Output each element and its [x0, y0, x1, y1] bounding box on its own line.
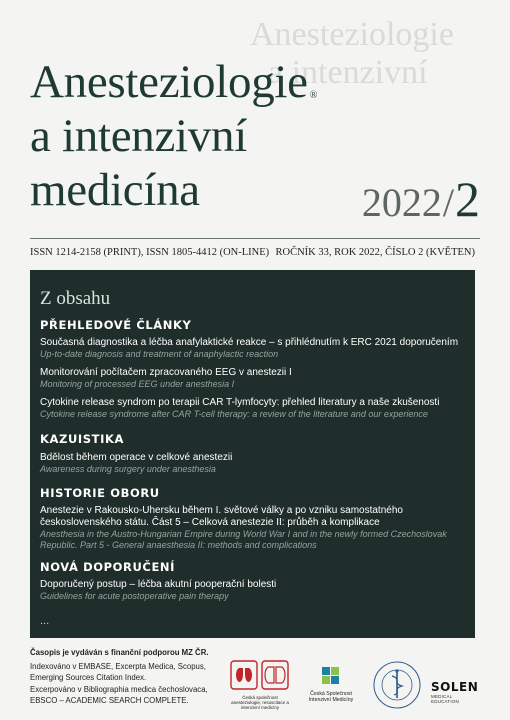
article-title-en: Up-to-date diagnosis and treatment of anaphylactic reaction: [40, 349, 279, 359]
funding-note: Časopis je vydáván s finanční podporou MZ ČR.: [30, 648, 209, 657]
contents-heading: Z obsahu: [40, 288, 111, 309]
volume-info: ROČNÍK 33, ROK 2022, ČÍSLO 2 (KVĚTEN): [275, 247, 475, 258]
csim-logo-line2: Intenzivní Medicíny: [308, 697, 354, 703]
divider-top: [30, 238, 480, 239]
squares-icon: [300, 666, 362, 684]
solen-logo-name: SOLEN: [431, 680, 479, 694]
csarim-logo: [230, 660, 290, 710]
article-item[interactable]: [40, 579, 465, 602]
article-title-en: Monitoring of processed EEG under anesthesia I: [40, 379, 235, 389]
index-line: Indexováno v EMBASE, Excerpta Medica, Scopus,: [30, 661, 206, 671]
issue-number: [362, 170, 480, 228]
solen-logo: [431, 680, 481, 704]
section-title: HISTORIE OBORU: [40, 486, 160, 500]
caduceus-seal-icon: [372, 660, 422, 710]
article-title-en: Awareness during surgery under anesthesia: [40, 464, 216, 474]
article-title-cz: Anestezie v Rakousko-Uhersku během I. světové války a po vzniku samostatného československého státu. Část 5 – Celková anestezie II: průběh a komplikace: [40, 505, 403, 528]
index-line: Emerging Sources Citation Index.: [30, 673, 147, 682]
section-title: PŘEHLEDOVÉ ČLÁNKY: [40, 318, 192, 332]
issn-text: ISSN 1214-2158 (PRINT), ISSN 1805-4412 (ON-LINE): [30, 247, 270, 258]
cls-jep-logo: [372, 660, 422, 710]
article-title-cz: Cytokine release syndrom po terapii CAR T-lymfocyty: přehled literatury a naše zkušenosti: [40, 397, 440, 408]
issue-num: 2: [455, 171, 480, 227]
issue-year: 2022: [361, 180, 442, 225]
title-line-3: medicína: [30, 164, 200, 216]
section-title: NOVÁ DOPORUČENÍ: [40, 560, 176, 574]
solen-logo-sub: MEDICAL EDUCATION: [431, 694, 459, 704]
article-item[interactable]: [40, 367, 465, 390]
article-item[interactable]: [40, 337, 465, 360]
more-ellipsis: ...: [40, 615, 50, 627]
issue-slash: /: [442, 180, 454, 225]
contents-panel: [30, 270, 475, 638]
registered-mark: ®: [309, 90, 318, 101]
title-line-2: a intenzivní: [30, 110, 247, 162]
index-line: Excerpováno v Bibliographia medica čechoslovaca,: [30, 684, 208, 694]
article-title-cz: Bdělost během operace v celkové anestezii: [40, 452, 233, 463]
title-line-1: Anesteziologie: [30, 56, 308, 108]
ghost-line-2: a intenzivní: [268, 54, 428, 91]
article-item[interactable]: [40, 505, 465, 551]
footer-note: [30, 647, 209, 707]
article-title-en: Anesthesia in the Austro-Hungarian Empire during World War I and in the newly formed Czechoslovak Republic. Part 5 - General anaesthesia II: methods and complications: [40, 529, 447, 550]
article-title-cz: Současná diagnostika a léčba anafylaktické reakce – s přihlédnutím k ERC 2021 doporučením: [40, 337, 459, 348]
index-line: EBSCO – ACADEMIC SEARCH COMPLETE.: [30, 696, 189, 705]
ghost-line-1: Anesteziologie: [250, 16, 454, 53]
article-item[interactable]: [40, 397, 465, 420]
article-item[interactable]: [40, 452, 465, 475]
article-title-cz: Monitorování počítačem zpracovaného EEG v anestezii I: [40, 367, 292, 378]
article-title-cz: Doporučený postup – léčba akutní pooperační bolesti: [40, 579, 277, 590]
section-title: KAZUISTIKA: [40, 432, 124, 446]
csim-logo: [300, 666, 362, 703]
article-title-en: Guidelines for acute postoperative pain therapy: [40, 591, 229, 601]
csim-logo-line1: Česká Společnost: [310, 691, 352, 697]
csarim-logo-text: Česká společnost anesteziologie, resuscitace a intenzivní medicíny: [231, 695, 289, 710]
article-title-en: Cytokine release syndrome after CAR T-cell therapy: a review of the literature and our experience: [40, 409, 428, 419]
lungs-heart-icon: [230, 660, 290, 690]
